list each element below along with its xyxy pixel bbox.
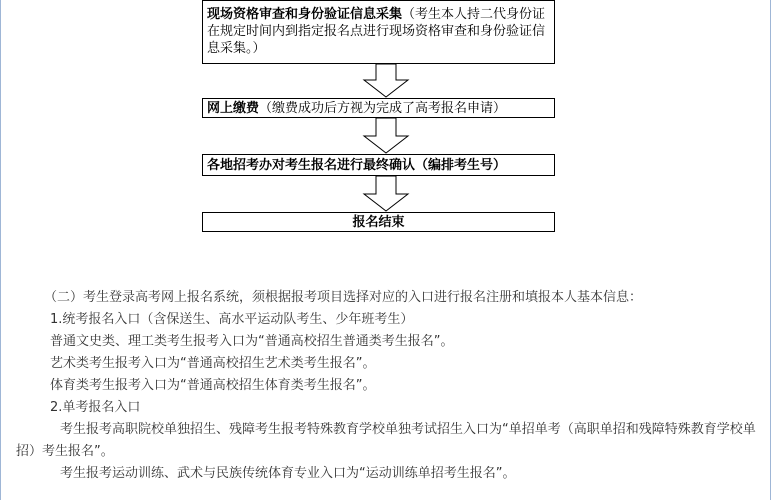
flow-step-online-payment-detail: （缴费成功后方视为完成了高考报名申请） [259, 101, 507, 116]
line-sports-entry: 体育类考生报考入口为“普通高校招生体育类考生报名”。 [50, 378, 376, 393]
flow-step-end-text: 报名结束 [352, 215, 405, 230]
flow-step-online-payment [202, 98, 555, 118]
line-general-entry: 普通文史类、理工类考生报考入口为“普通高校招生普通类考生报名”。 [50, 334, 454, 349]
flow-step-onsite-verification-title: 现场资格审查和身份验证信息采集 [207, 7, 403, 22]
flow-step-final-confirmation-text: 各地招考办对考生报名进行最终确认（编排考生号） [207, 158, 507, 173]
section-2-title: 2.单考报名入口 [50, 400, 141, 415]
line-art-entry: 艺术类考生报考入口为“普通高校招生艺术类考生报名”。 [50, 356, 376, 371]
line-vocational-entry: 考生报考高职院校单独招生、残障考生报考特殊教育学校单独考试招生入口为“单招单考（高职单招和残障特殊教育学校单招）考生报名”。 [16, 422, 756, 459]
left-frame-border [0, 0, 1, 500]
flow-step-onsite-verification-detail: （考生本人持二代身份证在规定时间内到指定报名点进行现场资格审查和身份验证信息采集。） [207, 7, 546, 56]
line-training-entry: 考生报考运动训练、武术与民族传统体育专业入口为“运动训练单招考生报名”。 [60, 466, 516, 481]
flow-arrow-2-icon [362, 118, 410, 154]
article-intro: （二）考生登录高考网上报名系统，须根据报考项目选择对应的入口进行报名注册和填报本人基本信息： [44, 290, 643, 305]
flow-step-final-confirmation [202, 154, 555, 176]
flow-step-end [202, 212, 555, 232]
flow-step-online-payment-title: 网上缴费 [207, 101, 260, 116]
article-body [16, 287, 761, 485]
section-1-title: 1.统考报名入口（含保送生、高水平运动队考生、少年班考生） [50, 312, 414, 327]
flow-step-onsite-verification [202, 0, 555, 64]
flow-arrow-1-icon [362, 64, 410, 98]
flow-arrow-3-icon [362, 176, 410, 212]
